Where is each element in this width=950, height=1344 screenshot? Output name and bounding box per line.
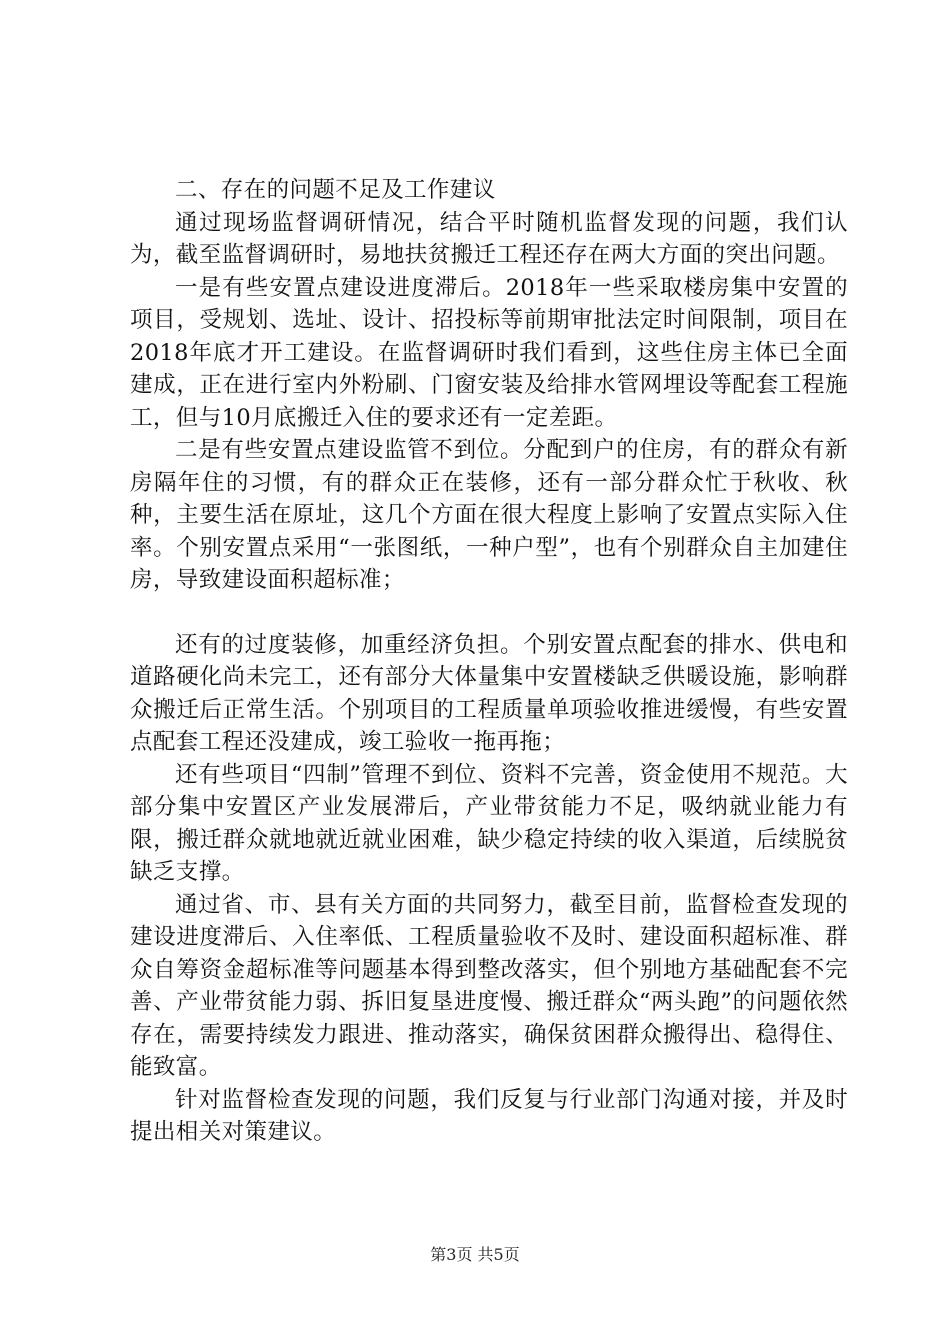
document-body bbox=[130, 174, 848, 1149]
page-number-footer: 第3页 共5页 bbox=[430, 1245, 520, 1264]
paragraph-gap bbox=[130, 597, 848, 629]
paragraph-2: 一是有些安置点建设进度滞后。2018年一些采取楼房集中安置的项目，受规划、选址、设计、招投标等前期审批法定时间限制，项目在2018年底才开工建设。在监督调研时我们看到，这些住房主体已全面建成，正在进行室内外粉刷、门窗安装及给排水管网埋设等配套工程施工，但与10月底搬迁入住的要求还有一定差距。 bbox=[130, 274, 848, 431]
paragraph-1: 通过现场监督调研情况，结合平时随机监督发现的问题，我们认为，截至监督调研时，易地扶贫搬迁工程还存在两大方面的突出问题。 bbox=[130, 209, 848, 268]
paragraph-4: 还有的过度装修，加重经济负担。个别安置点配套的排水、供电和道路硬化尚未完工，还有部分大体量集中安置楼缺乏供暖设施，影响群众搬迁后正常生活。个别项目的工程质量单项验收推进缓慢，有些安置点配套工程还没建成，竣工验收一拖再拖； bbox=[130, 631, 848, 755]
paragraph-7: 针对监督检查发现的问题，我们反复与行业部门沟通对接，并及时提出相关对策建议。 bbox=[130, 1086, 848, 1145]
paragraph-6: 通过省、市、县有关方面的共同努力，截至目前，监督检查发现的建设进度滞后、入住率低、工程质量验收不及时、建设面积超标准、群众自筹资金超标准等问题基本得到整改落实，但个别地方基础配套不完善、产业带贫能力弱、拆旧复垦进度慢、搬迁群众“两头跑”的问题依然存在，需要持续发力跟进、推动落实，确保贫困群众搬得出、稳得住、能致富。 bbox=[130, 891, 848, 1080]
paragraph-5: 还有些项目“四制”管理不到位、资料不完善，资金使用不规范。大部分集中安置区产业发展滞后，产业带贫能力不足，吸纳就业能力有限，搬迁群众就地就近就业困难，缺少稳定持续的收入渠道，后续脱贫缺乏支撑。 bbox=[130, 761, 848, 885]
paragraph-3: 二是有些安置点建设监管不到位。分配到户的住房，有的群众有新房隔年住的习惯，有的群众正在装修，还有一部分群众忙于秋收、秋种，主要生活在原址，这几个方面在很大程度上影响了安置点实际入住率。个别安置点采用“一张图纸，一种户型”，也有个别群众自主加建住房，导致建设面积超标准； bbox=[130, 437, 848, 593]
section-heading: 二、存在的问题不足及工作建议 bbox=[175, 177, 496, 203]
